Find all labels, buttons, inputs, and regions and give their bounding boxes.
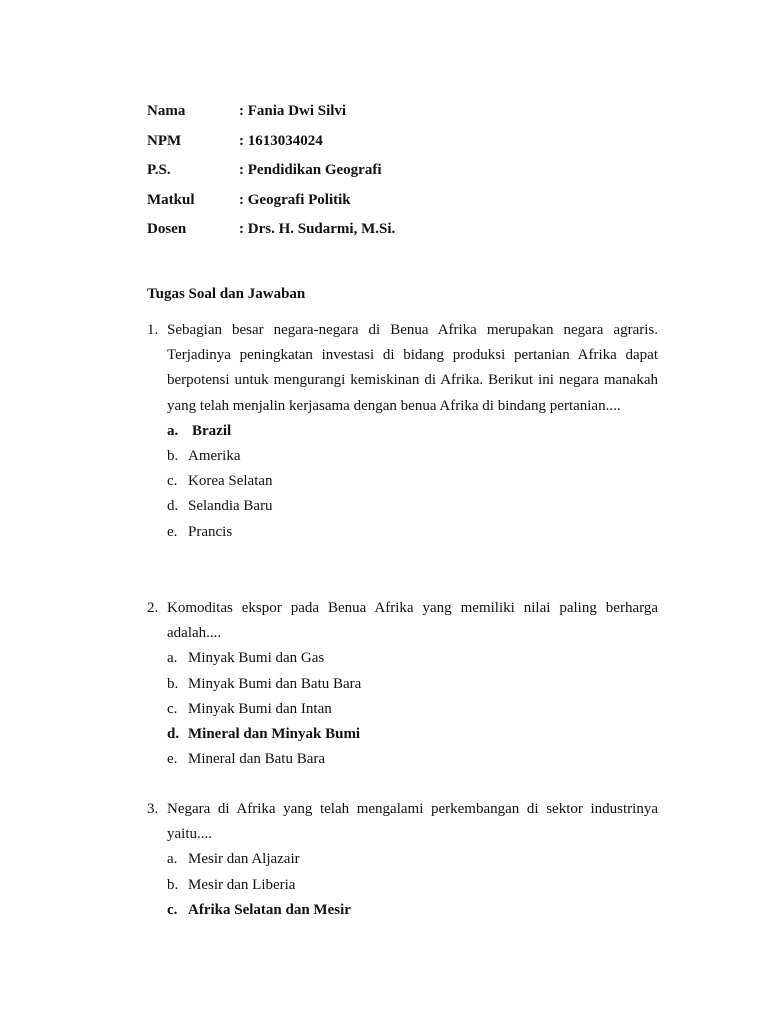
option-letter: a. xyxy=(167,650,178,667)
option-d xyxy=(167,494,658,519)
option-letter: d. xyxy=(167,498,179,515)
info-value: : Pendidikan Geografi xyxy=(239,162,382,178)
question-text: Sebagian besar negara-negara di Benua Afrika merupakan negara agraris. Terjadinya peningkatan investasi di bidang produksi pertanian Afrika dapat berpotensi untuk mengurangi kemiskinan di Afrika. Berikut ini negara manakah yang telah menjalin kerjasama dengan benua Afrika di bindang pertanian.... xyxy=(167,322,658,414)
question-text: Komoditas ekspor pada Benua Afrika yang memiliki nilai paling berharga adalah.... xyxy=(167,600,658,642)
info-label: Nama xyxy=(147,103,186,119)
info-value: : Drs. H. Sudarmi, M.Si. xyxy=(239,221,396,237)
question-number: 2. xyxy=(147,600,159,616)
option-text: Korea Selatan xyxy=(188,473,273,490)
info-label: Dosen xyxy=(147,221,187,237)
question-number: 3. xyxy=(147,801,159,817)
option-text: Amerika xyxy=(188,448,241,464)
question-stem xyxy=(147,596,658,646)
option-e xyxy=(167,747,658,772)
info-row-name xyxy=(147,100,395,130)
option-letter: a. xyxy=(167,851,178,868)
info-row-course xyxy=(147,189,395,219)
option-letter: c. xyxy=(167,473,178,490)
option-letter: a. xyxy=(167,422,179,439)
option-b xyxy=(167,672,658,697)
option-text: Selandia Baru xyxy=(188,498,273,515)
info-value: : 1613034024 xyxy=(239,132,323,149)
option-a xyxy=(167,419,658,444)
option-letter: b. xyxy=(167,448,179,464)
info-label: NPM xyxy=(147,132,182,149)
option-text: Mineral dan Minyak Bumi xyxy=(188,725,361,742)
option-text: Minyak Bumi dan Gas xyxy=(188,650,325,667)
info-row-npm xyxy=(147,130,395,160)
option-d xyxy=(167,722,658,747)
option-letter: c. xyxy=(167,901,178,918)
option-letter: b. xyxy=(167,675,179,692)
option-text: Minyak Bumi dan Batu Bara xyxy=(188,675,362,692)
option-list xyxy=(147,847,658,923)
option-list xyxy=(147,646,658,772)
option-c xyxy=(167,898,658,923)
option-letter: d. xyxy=(167,725,180,742)
option-c xyxy=(167,469,658,494)
option-letter: c. xyxy=(167,700,178,717)
option-text: Prancis xyxy=(188,523,233,540)
question-3 xyxy=(147,797,658,923)
info-value: : Fania Dwi Silvi xyxy=(239,103,347,119)
option-text: Mesir dan Aljazair xyxy=(188,851,300,868)
question-stem xyxy=(147,797,658,847)
info-label: P.S. xyxy=(147,162,171,178)
student-info-table xyxy=(147,100,395,248)
question-number: 1. xyxy=(147,322,159,338)
option-letter: b. xyxy=(167,876,179,893)
option-b xyxy=(167,873,658,898)
option-letter: e. xyxy=(167,523,178,540)
info-value: : Geografi Politik xyxy=(239,191,351,208)
option-a xyxy=(167,646,658,671)
option-text: Minyak Bumi dan Intan xyxy=(188,700,332,717)
question-text: Negara di Afrika yang telah mengalami perkembangan di sektor industrinya yaitu.... xyxy=(167,801,658,843)
option-e xyxy=(167,520,658,545)
question-stem xyxy=(147,318,658,419)
info-label: Matkul xyxy=(147,191,195,208)
option-text: Brazil xyxy=(192,422,232,439)
question-2 xyxy=(147,596,658,772)
question-1 xyxy=(147,318,658,545)
option-text: Mesir dan Liberia xyxy=(188,876,296,893)
option-list xyxy=(147,419,658,545)
option-c xyxy=(167,697,658,722)
option-b xyxy=(167,444,658,469)
section-title: Tugas Soal dan Jawaban xyxy=(147,286,306,302)
option-text: Mineral dan Batu Bara xyxy=(188,751,326,768)
info-row-study-program xyxy=(147,159,395,189)
info-row-lecturer xyxy=(147,218,395,248)
option-letter: e. xyxy=(167,751,178,768)
option-text: Afrika Selatan dan Mesir xyxy=(188,901,351,918)
option-a xyxy=(167,847,658,872)
